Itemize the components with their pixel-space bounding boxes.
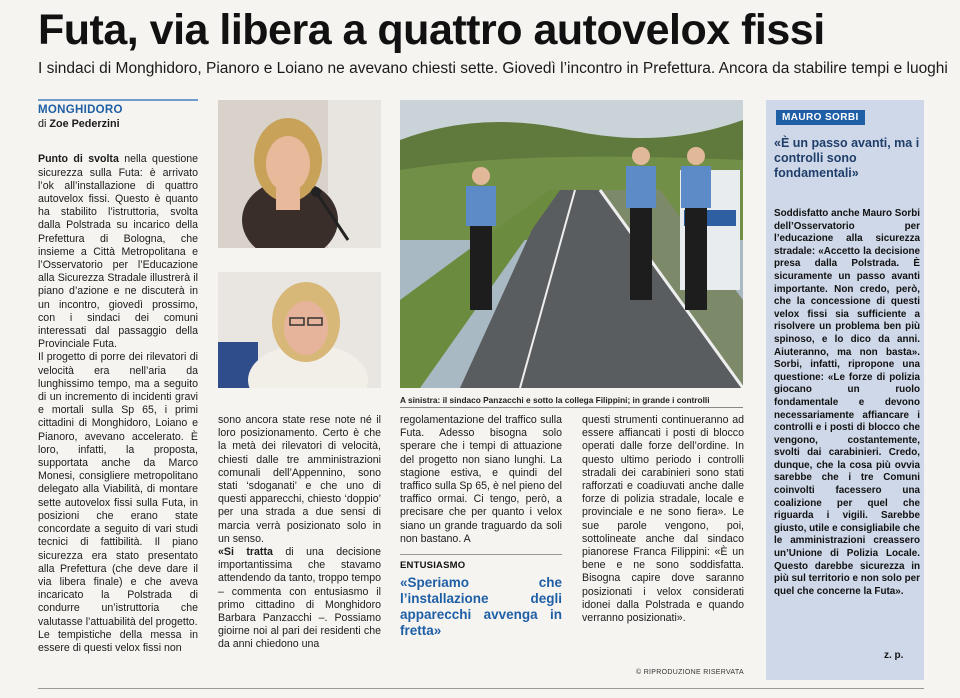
police-road-check-icon [400, 100, 743, 388]
photo-filippini [218, 272, 381, 388]
column-2 [218, 414, 381, 652]
column-rule [38, 99, 198, 101]
subheadline: I sindaci di Monghidoro, Pianoro e Loiano ne avevano chiesti sette. Giovedì l’incontro in Prefettura. Ancora da stabilire tempi e luoghi [38, 60, 948, 77]
paragraph: sono ancora state rese note né il loro posizionamento. Certo è che la metà dei rilevatori di velocità, chiesti dalle tre amministrazioni comunali dell’Appennino, sono stati ‘sdoganati’ e che uno di questi apparecchi, chiesto ‘doppio’ per una strada a due sensi di marcia verrà posizionato solo in un senso. [218, 414, 381, 545]
column-3 [400, 414, 562, 639]
pullquote-label: ENTUSIASMO [400, 560, 466, 572]
byline: di Zoe Pederzini [38, 118, 120, 131]
copyright-notice: © RIPRODUZIONE RISERVATA [636, 669, 744, 676]
headline: Futa, via libera a quattro autovelox fissi [38, 6, 825, 54]
pullquote: «Speriamo che l’installazione degli apparecchi avvenga in fretta» [400, 575, 562, 639]
sidebar-quote: «È un passo avanti, ma i controlli sono fondamentali» [774, 136, 920, 180]
left-column [38, 104, 198, 655]
paragraph: Le tempistiche della messa in essere di questi velox fissi non [38, 628, 198, 654]
portrait-woman-glasses-icon [218, 272, 381, 388]
paragraph: Punto di svolta nella questione sicurezza sulla Futa: è arrivato l’ok all’installazione di quattro autovelox fissi. Questo è quanto ha stabilito l’istruttoria, svolta dalla Polstrada su incarico della Prefettura di Bologna, che insieme a Città Metropolitana e l’Osservatorio per l’Educazione alla Sicurezza Stradale illustrerà il piano d’azione e ne discuterà in un incontro, giovedì prossimo, con i sindaci dei comuni interessati dal passaggio della Provinciale Futa. [38, 153, 198, 351]
paragraph: regolamentazione del traffico sulla Futa. Adesso bisogna solo sperare che i tempi di attuazione del progetto non siano lunghi. La stagione estiva, e quindi del traffico sulla Sp 65, è nel pieno del traffico ormai. Ci tengo, però, a precisare che per quanto i velox siano un grande traguardo da soli non bastano. A [400, 414, 562, 545]
sidebar-text: Soddisfatto anche Mauro Sorbi dell’Osservatorio per l’educazione alla sicurezza stradale: «Accetto la decisione presa dalla Polstrada. È sicuramente un passo avanti importante. Non credo, però, che la concessione di questi velox fissi sia sufficiente a risolvere un problema ben più spinoso, e lo dico da anni. Aiuteranno, ma non basta». Sorbi, infatti, ripropone una questione: «Le forze di polizia giocano un ruolo fondamentale e devono necessariamente affiancare i controlli e i posti di blocco che vengono, costantemente, svolti dai carabinieri. Credo, dunque, che la cosa più ovvia sarebbe che i tre Comuni coinvolti facessero una coalizione per quel che riguarda i vigili. Sarebbe giusto, utile e consigliabile che le amministrazioni creassero un’Unione di Polizia Locale. Questo darebbe sicurezza in più sul territorio e non solo per quel che concerne la Futa». [774, 208, 920, 597]
bottom-rule [38, 688, 924, 689]
sidebar-tag: MAURO SORBI [776, 110, 865, 125]
column-4 [582, 414, 744, 625]
photo-caption: A sinistra: il sindaco Panzacchi e sotto la collega Filippini; in grande i controlli [400, 395, 710, 405]
paragraph: questi strumenti continueranno ad essere affiancati i posti di blocco operati dalle forze dell’ordine. In questo ultimo periodo i controlli stradali dei carabinieri sono stati rafforzati e coadiuvati anche dalle forze di polizia stradale, locale e provinciale e ne sono fiera». Le sue parole vengono, poi, sottolineate anche dal sindaco pianorese Franca Filippini: «È un bene e ne sono soddisfatta. Bisogna capire dove saranno posizionati i velox considerati idonei dalla Polstrada e quando verranno posizionati». [582, 414, 744, 625]
caption-rule [400, 407, 743, 408]
paragraph: Il progetto di porre dei rilevatori di velocità era nell’aria da lunghissimo tempo, ma a seguito di un incremento di incidenti gravi e mortali sulla Sp 65, i primi cittadini di Monghidoro, Loiano e Pianoro, avevano accelerato. È loro, infatti, la proposta, supportata anche da Marco Monesi, consigliere metropolitano delegato alla Viabilità, di montare sette autovelox fissi sulla Futa, in posizioni che erano state concordate a seguito di vari studi tecnici di fattibilità. Il piano sicurezza era stato presentato alla Prefettura (che deve dare il via libera finale) e che aveva incaricato la Polstrada di condurre un’istruttoria che valutasse l’attuabilità del progetto. [38, 351, 198, 628]
photo-police-checkpoint [400, 100, 743, 388]
paragraph: «Si tratta di una decisione importantissima che stavamo attendendo da tanto, troppo tempo – commenta con entusiasmo il primo cittadino di Monghidoro Barbara Panzacchi –. Possiamo gioirne noi al pari dei residenti che da anni chiedono una [218, 546, 381, 651]
photo-panzacchi [218, 100, 381, 248]
pullquote-rule [400, 554, 562, 555]
sidebar-signature: z. p. [884, 650, 904, 661]
kicker: MONGHIDORO [38, 104, 123, 116]
portrait-woman-blonde-icon [218, 100, 381, 248]
